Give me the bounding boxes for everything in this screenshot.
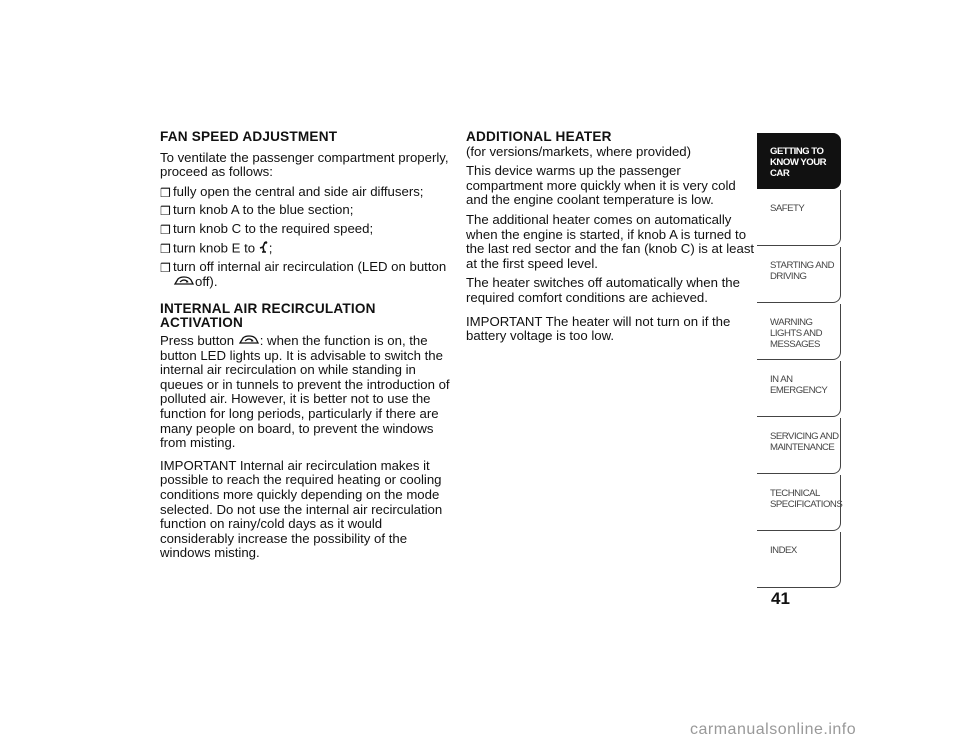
bullet-item	[160, 203, 452, 218]
bullet-item	[160, 185, 452, 200]
press-prefix: Press button	[160, 332, 235, 348]
bullet-glyph: ❒	[160, 185, 171, 200]
recirculation-icon	[173, 275, 195, 290]
tab-servicing[interactable]: SERVICING AND MAINTENANCE	[757, 418, 841, 474]
bullet-text: turn knob E to	[173, 239, 256, 255]
bullet-glyph: ❒	[160, 204, 171, 219]
heater-p2: The additional heater comes on automatically when the engine is started, if knob A is turned to the last red sector and the fan (knob C) is at least at the first speed level.	[466, 211, 755, 271]
tab-technical-specifications[interactable]: TECHNICAL SPECIFICATIONS	[757, 475, 841, 531]
tab-safety[interactable]: SAFETY	[757, 190, 841, 246]
right-column	[466, 130, 756, 349]
tab-in-an-emergency[interactable]: IN AN EMERGENCY	[757, 361, 841, 417]
fan-speed-heading: FAN SPEED ADJUSTMENT	[160, 129, 338, 144]
bullet-text: turn off internal air recirculation (LED on button	[173, 259, 447, 275]
recirc-heading-line2: ACTIVATION	[160, 315, 244, 331]
heater-p1: This device warms up the passenger compartment more quickly when it is very cold and the engine coolant temperature is low.	[466, 163, 736, 208]
bullet-item	[160, 222, 452, 237]
bullet-item	[160, 260, 452, 289]
heater-subtitle: (for versions/markets, where provided)	[466, 143, 691, 159]
recirc-heading-line1: INTERNAL AIR RECIRCULATION	[160, 300, 376, 316]
bullet-item	[160, 241, 452, 257]
vent-feet-icon	[259, 241, 269, 257]
bullet-text: turn knob C to the required speed;	[173, 220, 374, 236]
heater-heading: ADDITIONAL HEATER	[466, 129, 612, 144]
bullet-glyph: ❒	[160, 241, 171, 256]
bullet-text: fully open the central and side air diffusers;	[173, 183, 424, 199]
bullet-text: turn knob A to the blue section;	[173, 202, 354, 218]
left-column	[160, 130, 452, 566]
tab-starting-and-driving[interactable]: STARTING AND DRIVING	[757, 247, 841, 303]
recirculation-icon	[238, 334, 260, 349]
fan-speed-intro: To ventilate the passenger compartment properly, proceed as follows:	[160, 149, 449, 180]
tab-getting-to-know-your-car[interactable]: GETTING TO KNOW YOUR CAR	[757, 133, 841, 189]
bullet-suffix: off).	[195, 273, 218, 289]
heater-p3: The heater switches off automatically when the required comfort conditions are achieved.	[466, 275, 740, 305]
heater-important: IMPORTANT The heater will not turn on if the battery voltage is too low.	[466, 313, 731, 344]
tab-index[interactable]: INDEX	[757, 532, 841, 588]
bullet-glyph: ❒	[160, 222, 171, 237]
recirc-paragraph	[160, 334, 452, 451]
bullet-glyph: ❒	[160, 261, 171, 276]
bullet-suffix: ;	[268, 239, 273, 255]
press-text: : when the function is on, the button LED lights up. It is advisable to switch the internal air recirculation on while standing in queues or in tunnels to prevent the introduction of polluted air. However, it is better not to use the function for long periods, particularly if there are many people on board, to prevent the windows from misting.	[160, 332, 450, 451]
recirc-important: IMPORTANT Internal air recirculation makes it possible to reach the required heating or cooling conditions more quickly depending on the mode selected. Do not use the internal air recirculation function on rainy/cold days as it would considerably increase the possibility of the windows misting.	[160, 457, 443, 561]
watermark: carmanualsonline.info	[690, 721, 857, 738]
tab-warning-lights[interactable]: WARNING LIGHTS AND MESSAGES	[757, 304, 841, 360]
section-tabs	[757, 133, 841, 589]
page-number: 41	[771, 589, 790, 608]
